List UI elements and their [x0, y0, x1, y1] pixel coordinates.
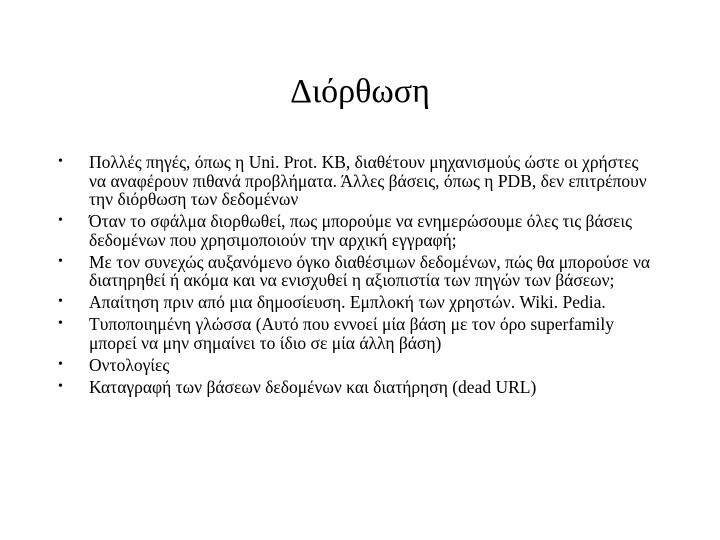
bullet-text: Πολλές πηγές, όπως η Uni. Prot. KB, διαθέτουν μηχανισμούς ώστε οι χρήστες να αναφέρουν πιθανά προβλήματα. Άλλες βάσεις, όπως η PDB, δεν επιτρέπουν την διόρθωση των δεδομένων	[89, 152, 647, 210]
bullet-icon: •	[58, 154, 63, 169]
bullet-item	[58, 253, 658, 290]
bullet-text: Οντολογίες	[89, 354, 170, 375]
bullet-text: Τυποποιημένη γλώσσα (Αυτό που εννοεί μία βάση με τον όρο superfamily μπορεί να μην σημαίνει το ίδιο σε μία άλλη βάση)	[89, 314, 615, 353]
bullet-icon: •	[58, 294, 63, 310]
bullet-text: Απαίτηση πριν από μια δημοσίευση. Εμπλοκή των χρηστών. Wiki. Pedia.	[89, 292, 606, 313]
bullet-item	[58, 356, 658, 375]
slide-title: Διόρθωση	[290, 73, 430, 110]
bullet-item	[58, 293, 658, 312]
bullet-icon: •	[58, 253, 63, 269]
bullet-list	[58, 153, 658, 400]
bullet-icon: •	[58, 213, 63, 229]
bullet-item	[58, 378, 658, 397]
bullet-icon: •	[58, 316, 63, 332]
bullet-text: Με τον συνεχώς αυξανόμενο όγκο διαθέσιμων δεδομένων, πώς θα μπορούσε να διατηρηθεί ή ακόμα και να ενισχυθεί η αξιοπιστία των πηγών των βάσεων;	[89, 251, 651, 291]
bullet-item	[58, 153, 658, 209]
bullet-icon: •	[58, 378, 63, 394]
bullet-item	[58, 315, 658, 352]
bullet-text: Όταν το σφάλμα διορθωθεί, πως μπορούμε να ενημερώσουμε όλες τις βάσεις δεδομένων που χρησιμοποιούν την αρχική εγγραφή;	[89, 211, 633, 250]
bullet-text: Καταγραφή των βάσεων δεδομένων και διατήρηση (dead URL)	[89, 376, 537, 397]
bullet-icon: •	[58, 356, 63, 372]
bullet-item	[58, 212, 658, 249]
